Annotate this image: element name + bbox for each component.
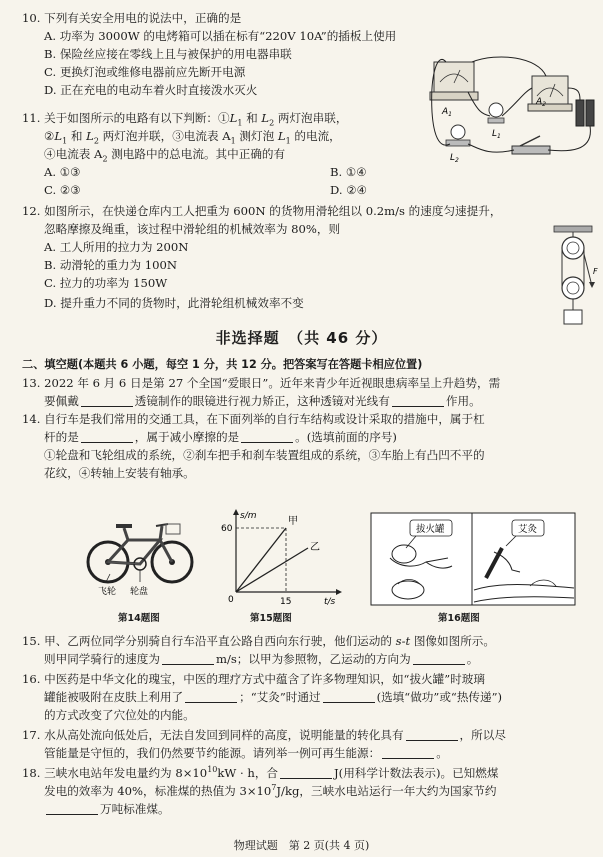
tick-15: 15: [280, 597, 292, 606]
q16-line-3: 的方式改变了穴位处的内能。: [44, 708, 195, 722]
q11-option-a: A. ①③: [44, 165, 81, 179]
q12-line-1: 12. 如图所示，在快递仓库内工人把重为 600N 的货物用滑轮组以 0.2m/s 的速度匀速提升，: [22, 204, 502, 218]
section-title: 非选择题 （共 46 分）: [215, 329, 388, 347]
yi-label: 乙: [310, 542, 320, 553]
q13-line-2: 要佩戴 透镜制作的眼镜进行视力矫正，这种透镜对光线有 作用。: [44, 394, 481, 408]
q16-line-2: 罐能被吸附在皮肤上利用了 ；“艾灸”时通过 (选填“做功”或“热传递”): [44, 690, 503, 704]
q16-blank-1[interactable]: [185, 692, 237, 703]
q12-option-d: D. 提升重力不同的货物时，此滑轮组机械效率不变: [44, 296, 304, 310]
t-axis-label: t/s: [324, 597, 336, 606]
jia-line: [236, 528, 286, 592]
ammeter-a1-label: $A_1$: [442, 107, 452, 118]
fig15-caption: 第15题图: [250, 613, 292, 624]
q12-option-c: C. 拉力的功率为 150W: [44, 276, 168, 290]
chainring-label: 轮盘: [130, 587, 149, 597]
q17-line-1: 17. 水从高处流向低处后，无法自发回到同样的高度，说明能量的转化具有 ，所以尽: [22, 728, 506, 742]
q16-line-1: 16. 中医药是中华文化的瑰宝，中医的理疗方式中蕴含了许多物理知识，如“拔火罐”时玻璃: [22, 672, 485, 686]
q15-blank-2[interactable]: [413, 654, 465, 665]
q18-line-1: 18. 三峡水电站年发电量约为 $8\times 10^{10}kW \cdot h$，合 J(用科学计数法表示)。已知燃煤: [22, 765, 499, 780]
fig14-caption: 第14题图: [118, 613, 160, 624]
tick-60: 60: [221, 524, 233, 534]
fig16-caption: 第16题图: [438, 613, 480, 624]
q15-line-1: 15. 甲、乙两位同学分别骑自行车沿平直公路自西向东行驶，他们运动的 s-t 图像如图所示。: [22, 634, 495, 648]
q18-blank-1[interactable]: [280, 768, 332, 779]
moxa-label: 艾灸: [518, 524, 538, 535]
q15-blank-1[interactable]: [162, 654, 214, 665]
q16-blank-2[interactable]: [323, 692, 375, 703]
q11-option-c: C. ②③: [44, 183, 81, 197]
q13-line-1: 13. 2022 年 6 月 6 日是第 27 个全国“爱眼日”。近年来青少年近视眼患病率呈上升趋势，需: [22, 376, 501, 390]
q12-option-b: B. 动滑轮的重力为 100N: [44, 258, 178, 272]
q13-blank-1[interactable]: [81, 396, 133, 407]
pulley-diagram: [550, 224, 600, 328]
q10-option-a: A. 功率为 3000W 的电烤箱可以插在标有“220V 10A”的插板上使用: [44, 29, 397, 43]
force-f-label: F: [593, 267, 598, 276]
q10-option-b: B. 保险丝应接在零线上且与被保护的用电器串联: [44, 47, 292, 61]
q11-line-2: $②L_1$ 和 $L_2$ 两灯泡并联，③电流表 $A_1$ 测灯泡 $L_1$ 的电流，: [44, 129, 341, 146]
origin-label: 0: [228, 595, 234, 605]
q17-blank-2[interactable]: [382, 748, 434, 759]
q13-blank-2[interactable]: [392, 396, 444, 407]
page-footer: 物理试题 第 2 页(共 4 页): [233, 839, 370, 852]
ammeter-a2-label: $A_2$: [536, 97, 546, 108]
q14-blank-1[interactable]: [81, 432, 133, 443]
q17-line-2: 管能量是守恒的，我们仍然要节约能源。请列举一例可再生能源： 。: [44, 746, 448, 760]
part2-title: 二、填空题(本题共 6 小题，每空 1 分，共 12 分。把答案写在答题卡相应位置): [22, 358, 423, 371]
q14-line-3: ①轮盘和飞轮组成的系统，②刹车把手和刹车装置组成的系统，③车胎上有凸凹不平的: [44, 448, 485, 462]
q15-line-2: 则甲同学骑行的速度为 m/s；以甲为参照物，乙运动的方向为 。: [44, 652, 479, 666]
q11-line-1: 11. 关于如图所示的电路有以下判断：$①L_1$ 和 $L_2$ 两灯泡串联，: [22, 111, 348, 128]
bulb-l2-label: $L_2$: [450, 153, 459, 164]
yi-line: [236, 548, 308, 592]
q11-option-d: D. ②④: [330, 183, 368, 197]
q17-blank-1[interactable]: [406, 730, 458, 741]
tcm-figure: [370, 512, 576, 606]
jia-label: 甲: [288, 516, 298, 527]
circuit-diagram: [428, 52, 598, 170]
flywheel-label: 飞轮: [98, 587, 117, 597]
q14-blank-2[interactable]: [241, 432, 293, 443]
st-graph: [216, 506, 346, 606]
q14-line-1: 14. 自行车是我们常用的交通工具，在下面列举的自行车结构或设计采取的措施中，属于杠: [22, 412, 485, 426]
q18-blank-2[interactable]: [46, 804, 98, 815]
q18-line-3: 万吨标准煤。: [44, 802, 170, 817]
bulb-l1-label: $L_1$: [492, 129, 501, 140]
q11-option-b: B. ①④: [330, 165, 367, 179]
q14-line-2: 杆的是 ，属于减小摩擦的是 。(选填前面的序号): [44, 430, 397, 444]
q18-line-2: 发电的效率为 40%，标准煤的热值为 $3\times 10^7J/kg$，三峡水电站运行一年大约为国家节约: [44, 783, 497, 798]
q10-stem: 10. 下列有关安全用电的说法中，正确的是: [22, 11, 242, 25]
bicycle-figure: [84, 510, 196, 602]
q10-option-c: C. 更换灯泡或维修电器前应先断开电源: [44, 65, 246, 79]
s-axis-label: s/m: [240, 511, 257, 521]
q12-line-2: 忽略摩擦及绳重，该过程中滑轮组的机械效率为 80%，则: [44, 222, 341, 236]
cupping-label: 拔火罐: [416, 524, 445, 535]
q14-line-4: 花纹，④转轴上安装有轴承。: [44, 466, 195, 480]
q10-option-d: D. 正在充电的电动车着火时直接泼水灭火: [44, 83, 258, 97]
q11-line-3: ④电流表 $A_2$ 测电路中的总电流。其中正确的有: [44, 147, 286, 164]
q12-option-a: A. 工人所用的拉力为 200N: [44, 240, 189, 254]
